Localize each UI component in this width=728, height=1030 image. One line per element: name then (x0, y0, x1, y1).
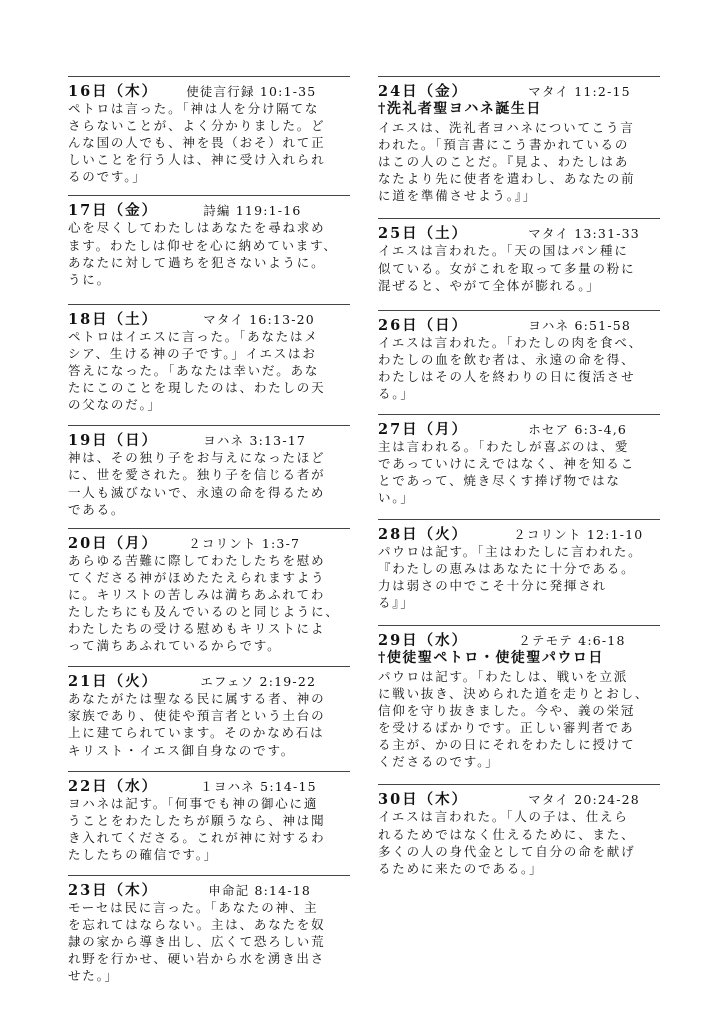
text-line: に、世を愛された。独り子を信じる者が (68, 467, 326, 483)
text-line: るために来たのである。」 (378, 860, 544, 876)
entry-text (68, 100, 350, 185)
text-line: うに。 (68, 271, 111, 287)
entry-header (378, 314, 660, 334)
text-line: 主は言われる。「わたしが喜ぶのは、愛 (378, 439, 630, 455)
text-line: 家族であり、使徒や預言者という土台の (68, 708, 326, 724)
scripture-reference: マタイ 13:31-33 (528, 226, 640, 242)
devotion-entry (68, 195, 350, 287)
text-line: を忘れてはならない。主は、あなたを奴 (68, 917, 326, 933)
text-line: わたしの血を飲む者は、永遠の命を得、 (378, 351, 636, 367)
entry-text (68, 449, 350, 517)
text-line: パウロは記す。「主はわたしに言われた。 (378, 543, 643, 559)
entry-header (378, 629, 660, 649)
text-line: 上に建てられています。そのかなめ石は (68, 725, 325, 741)
devotion-entry (68, 425, 350, 517)
text-line: るのです。」 (68, 169, 147, 185)
text-line: ます。わたしは仰せを心に納めています、 (68, 237, 338, 253)
devotion-entry (378, 76, 660, 204)
entry-text (68, 899, 350, 984)
text-line: に戦い抜き、決められた道を走りとおし、 (378, 685, 650, 701)
devotion-entry (68, 304, 350, 413)
entry-header (68, 429, 350, 449)
text-line: んな国の人でも、神を畏（おそ）れて正 (68, 135, 326, 151)
text-line: 隷の家から導き出し、広くて恐ろしい荒 (68, 934, 326, 950)
entry-text (68, 552, 350, 655)
scripture-reference: 申命記 8:14-18 (208, 883, 312, 898)
text-line: イエスは言われた。「人の子は、仕えら (378, 809, 629, 825)
text-line: てくださる神がほめたたえられますよう (68, 569, 326, 585)
entry-header (378, 523, 660, 543)
entry-header (68, 532, 350, 552)
scripture-reference: マタイ 20:24-28 (528, 792, 640, 808)
text-line: あらゆる苦難に際してわたしたちを慰め (68, 552, 326, 568)
entry-text (378, 668, 660, 771)
scripture-reference: 使徒言行録 10:1-35 (186, 84, 317, 99)
text-line: に。キリストの苦しみは満ちあふれてわ (68, 586, 326, 602)
text-line: であっていけにえではなく、神を知るこ (378, 456, 636, 472)
text-line: れ野を行かせ、硬い岩から水を湧き出さ (68, 951, 326, 967)
text-line: る主が、かの日にそれをわたしに授けて (378, 737, 636, 753)
entry-date: 20日（月） (68, 534, 159, 552)
scripture-reference: １ヨハネ 5:14-15 (200, 778, 317, 794)
text-line: 一人も滅びないで、永遠の命を得るため (68, 484, 326, 500)
entry-date: 23日（木） (68, 882, 159, 899)
text-line: モーセは民に言った。「あなたの神、主 (68, 900, 319, 915)
text-line: って満ちあふれているからです。 (68, 638, 282, 654)
entry-date: 26日（日） (378, 316, 469, 334)
scripture-reference: 詩編 119:1-16 (203, 203, 302, 219)
devotion-entry (68, 666, 350, 758)
entry-date: 16日（木） (68, 83, 159, 100)
entry-text (378, 808, 660, 876)
text-line: あなたに対して過ちを犯さないように。 (68, 254, 326, 270)
text-line: イエスは言われた。「わたしの肉を食べ、 (378, 334, 643, 350)
entry-header (68, 775, 350, 795)
scripture-reference: マタイ 11:2-15 (528, 84, 631, 99)
entry-header (68, 670, 350, 690)
devotion-entry (68, 528, 350, 655)
text-line: 力は弱さの中でこそ十分に発揮され (378, 577, 607, 593)
entry-header (68, 199, 350, 219)
entry-header (68, 308, 350, 328)
entry-date: 25日（土） (378, 225, 469, 243)
entry-date: 29日（水） (378, 631, 469, 649)
text-line: はこの人のことだ。『見よ、わたしはあ (378, 154, 630, 170)
text-line: れるためではなく仕えるために、また、 (378, 826, 636, 842)
entry-date: 18日（土） (68, 310, 159, 328)
devotion-entry (378, 625, 660, 771)
scripture-reference: ホセア 6:3-4,6 (528, 422, 628, 438)
devotion-entry (378, 519, 660, 611)
text-line: あなたがたは聖なる民に属する者、神の (68, 691, 326, 707)
scripture-reference: ２コリント 1:3-7 (188, 535, 301, 551)
text-line: うことをわたしたちが願うなら、神は聞 (68, 812, 326, 828)
entry-text (68, 328, 350, 413)
feast-title: †洗礼者聖ヨハネ誕生日 (378, 101, 542, 117)
text-line: 神は、その独り子をお与えになったほど (68, 450, 326, 466)
entry-header (378, 418, 660, 438)
entry-header (378, 222, 660, 242)
text-line: イエスは、洗礼者ヨハネについてこう言 (378, 120, 635, 135)
text-line: たしたちの確信です。」 (68, 846, 219, 862)
text-line: る。」 (378, 386, 415, 402)
text-line: を受けるばかりです。正しい審判者であ (378, 720, 635, 736)
entry-date: 30日（木） (378, 791, 469, 809)
entry-date: 21日（火） (68, 673, 159, 691)
text-line: わたしたちの受ける慰めもキリストによ (68, 621, 326, 637)
text-line: われた。「預言書にこう書かれているの (378, 137, 630, 153)
text-line: である。 (68, 501, 126, 517)
text-line: パウロは記す。「わたしは、戦いを立派 (378, 668, 629, 684)
entry-header (68, 80, 350, 100)
entry-text (68, 690, 350, 758)
text-line: さらないことが、よく分かりました。ど (68, 118, 326, 134)
scripture-reference: ２コリント 12:1-10 (513, 526, 644, 542)
entry-text (68, 219, 350, 287)
entry-header (378, 788, 660, 808)
scripture-reference: マタイ 16:13-20 (203, 311, 315, 327)
text-line: キリスト・イエス御自身なのです。 (68, 742, 296, 758)
devotion-entry (68, 875, 350, 984)
entry-date: 27日（月） (378, 421, 469, 439)
text-line: の父なのだ。」 (68, 397, 162, 413)
entry-date: 24日（金） (378, 83, 469, 100)
entry-text (378, 119, 660, 204)
text-line: せた。」 (68, 968, 119, 984)
entry-text (378, 242, 660, 293)
text-line: 信仰を守り抜きました。今や、義の栄冠 (378, 703, 636, 719)
entry-text (378, 543, 660, 611)
entry-date: 17日（金） (68, 202, 159, 220)
devotion-entry (68, 771, 350, 863)
devotion-entry (378, 218, 660, 293)
text-line: シア、生ける神の子です。」イエスはお (68, 345, 317, 361)
right-column (378, 76, 660, 877)
entry-date: 28日（火） (378, 525, 469, 543)
text-line: 『わたしの恵みはあなたに十分である。 (378, 560, 636, 576)
scripture-reference: ヨハネ 6:51-58 (528, 317, 632, 333)
scripture-reference: エフェソ 2:19-22 (200, 674, 317, 690)
text-line: 答えになった。「あなたは幸いだ。あな (68, 363, 320, 379)
entry-header (378, 80, 660, 100)
left-column (68, 76, 350, 984)
text-line: 多くの人の身代金として自分の命を献げ (378, 843, 636, 859)
text-line: わたしはその人を終わりの日に復活させ (378, 368, 636, 384)
text-line: ペトロはイエスに言った。「あなたはメ (68, 328, 319, 344)
text-line: くださるのです。」 (378, 754, 500, 770)
text-line: たしたちにも及んでいるのと同じように、 (68, 603, 340, 619)
scripture-reference: ヨハネ 3:13-17 (203, 433, 307, 449)
text-line: い。」 (378, 490, 415, 506)
entry-text (378, 438, 660, 506)
text-line: に道を準備させよう。』」 (378, 188, 538, 204)
text-line: き入れてくださる。これが神に対するわ (68, 829, 326, 845)
text-line: しいことを行う人は、神に受け入れられ (68, 152, 326, 168)
text-line: イエスは言われた。「天の国はパン種に (378, 243, 629, 259)
text-line: る』」 (378, 594, 415, 610)
feast-title: †使徒聖ペトロ・使徒聖パウロ日 (378, 649, 604, 666)
text-line: とであって、焼き尽くす捧げ物ではな (378, 473, 621, 489)
text-line: たにこのことを現したのは、わたしの天 (68, 380, 326, 396)
devotion-entry (378, 414, 660, 506)
text-line: 似ている。女がこれを取って多量の粉に (378, 260, 636, 276)
entry-text (378, 334, 660, 402)
entry-date: 19日（日） (68, 432, 159, 450)
devotion-entry (68, 76, 350, 185)
devotion-entry (378, 310, 660, 402)
text-line: ヨハネは記す。「何事でも神の御心に適 (68, 795, 319, 811)
text-line: ペトロは言った。「神は人を分け隔てな (68, 101, 320, 116)
devotion-entry (378, 784, 660, 876)
entry-date: 22日（水） (68, 777, 159, 795)
entry-text (68, 795, 350, 863)
entry-header (68, 879, 350, 899)
text-line: 混ぜると、やがて全体が膨れる。」 (378, 277, 601, 293)
text-line: 心を尽くしてわたしはあなたを尋ね求め (68, 220, 326, 236)
text-line: なたより先に使者を遣わし、あなたの前 (378, 171, 636, 187)
scripture-reference: ２テモテ 4:6-18 (518, 632, 626, 648)
